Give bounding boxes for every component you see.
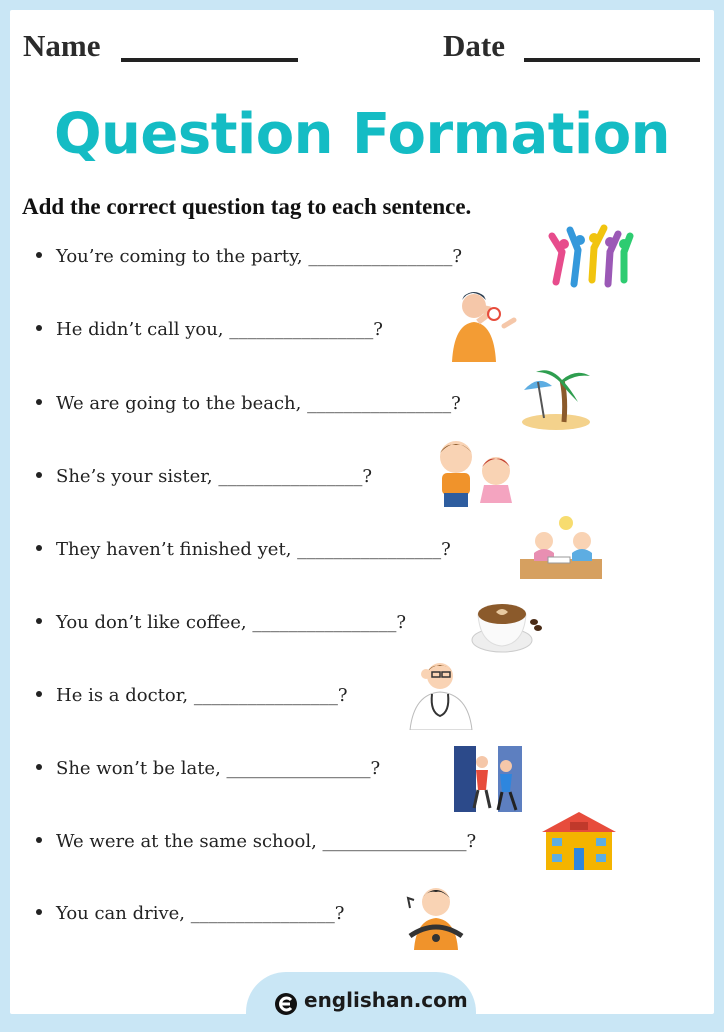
date-label: Date <box>443 28 505 63</box>
item-text: You don’t like coffee, ________________? <box>56 612 406 633</box>
phone-call-icon <box>448 286 520 362</box>
footer-tab <box>246 972 476 1032</box>
list-item <box>36 319 383 340</box>
item-text: He is a doctor, ________________? <box>56 685 348 706</box>
students-desk-icon <box>518 513 604 581</box>
list-item <box>36 246 462 267</box>
item-text: They haven’t finished yet, ________________? <box>56 539 451 560</box>
item-text: We are going to the beach, ________________? <box>56 393 461 414</box>
bullet-icon <box>36 837 42 843</box>
instruction-text: Add the correct question tag to each sentence. <box>22 194 472 219</box>
list-item <box>36 685 347 706</box>
item-text: You’re coming to the party, ________________? <box>56 246 462 267</box>
date-blank-line <box>524 58 700 62</box>
item-text: She won’t be late, ________________? <box>56 758 381 779</box>
bullet-icon <box>36 325 42 331</box>
page-title: Question Formation <box>53 102 671 167</box>
item-text: You can drive, ________________? <box>56 903 345 924</box>
item-text: We were at the same school, ________________? <box>56 831 477 852</box>
bullet-icon <box>36 691 42 697</box>
bullet-icon <box>36 764 42 770</box>
coffee-cup-icon <box>470 592 544 658</box>
beach-palm-icon <box>520 360 596 430</box>
list-item <box>36 831 476 852</box>
school-building-icon <box>540 808 618 872</box>
people-door-icon <box>452 744 524 814</box>
list-item <box>36 466 372 487</box>
bullet-icon <box>36 252 42 258</box>
driver-icon <box>406 878 466 950</box>
bullet-icon <box>36 545 42 551</box>
list-item <box>36 393 461 414</box>
item-text: She’s your sister, ________________? <box>56 466 373 487</box>
worksheet <box>10 10 714 1014</box>
list-item <box>36 539 451 560</box>
bullet-icon <box>36 472 42 478</box>
bullet-icon <box>36 909 42 915</box>
item-text: He didn’t call you, ________________? <box>56 319 383 340</box>
name-blank-line <box>121 58 298 62</box>
siblings-icon <box>430 433 526 511</box>
bullet-icon <box>36 618 42 624</box>
name-label: Name <box>23 28 101 63</box>
party-people-icon <box>544 222 634 290</box>
englishan-logo-icon <box>274 992 298 1016</box>
bullet-icon <box>36 399 42 405</box>
list-item <box>36 903 344 924</box>
list-item <box>36 612 406 633</box>
footer-site-link[interactable]: englishan.com <box>304 988 468 1012</box>
doctor-icon <box>406 658 486 730</box>
list-item <box>36 758 380 779</box>
